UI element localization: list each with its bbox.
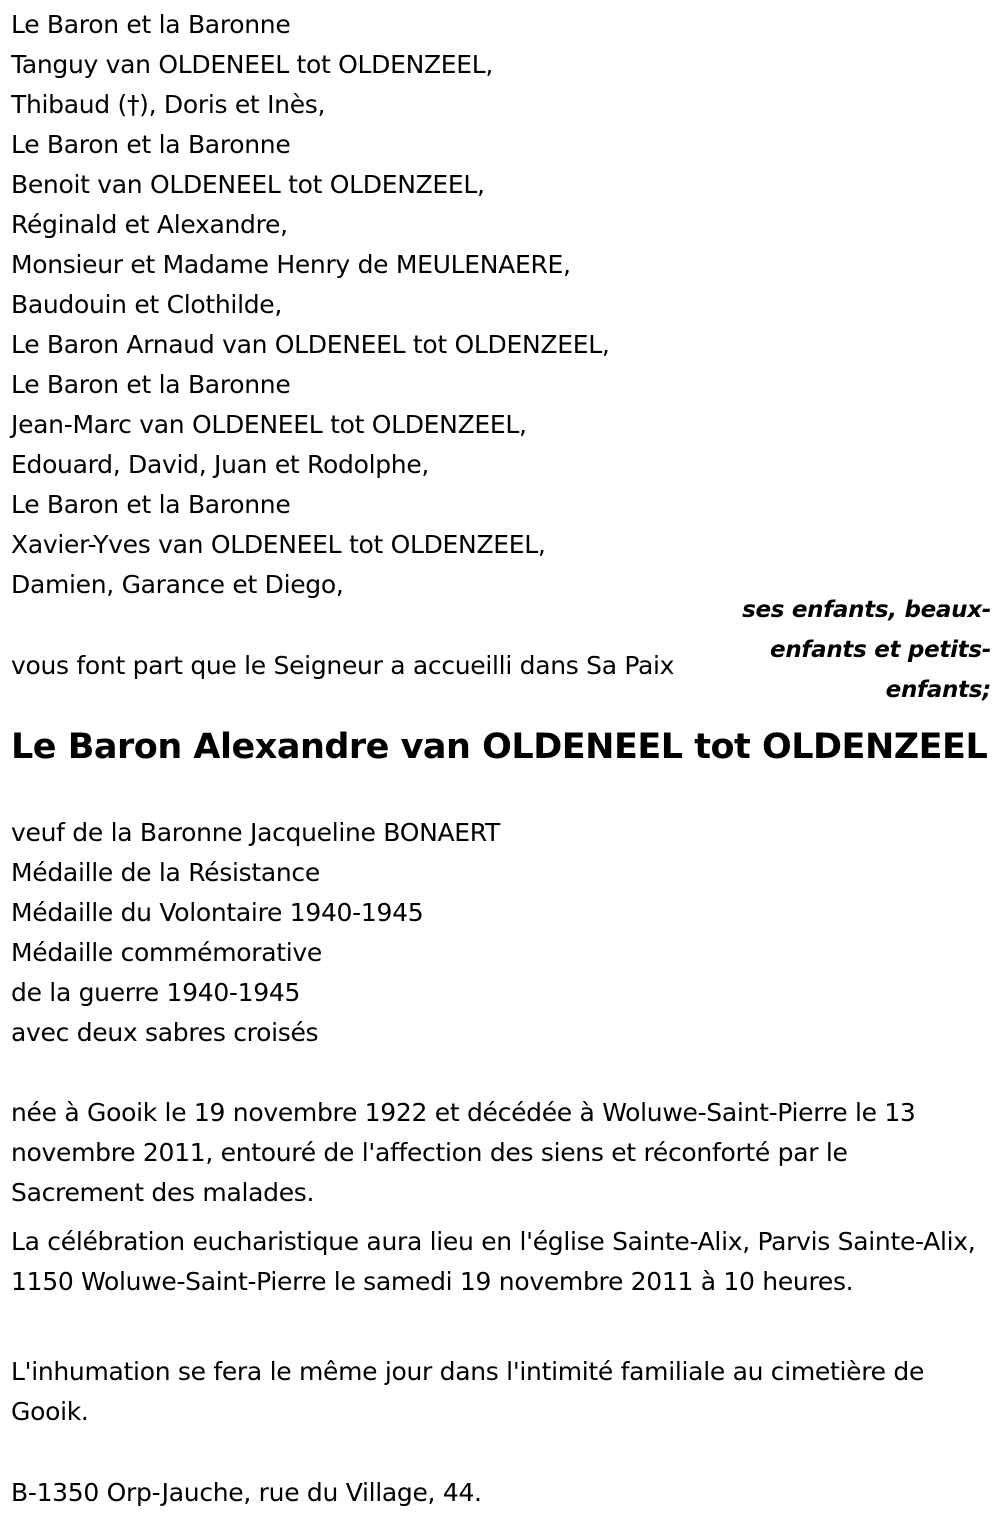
family-line: Le Baron et la Baronne bbox=[11, 10, 291, 39]
birth-death-paragraph: née à Gooik le 19 novembre 1922 et décédée à Woluwe-Saint-Pierre le 13 novembre 2011, entouré de l'affection des siens et réconforté par le Sacrement des malades. bbox=[11, 1098, 916, 1207]
ceremony-paragraph: La célébration eucharistique aura lieu en l'église Sainte-Alix, Parvis Sainte-Alix, 1150 Woluwe-Saint-Pierre le samedi 19 novembre 2011 à 10 heures. bbox=[11, 1227, 976, 1296]
title-line: de la guerre 1940-1945 bbox=[11, 978, 301, 1007]
family-line: Réginald et Alexandre, bbox=[11, 210, 288, 239]
title-line: Médaille du Volontaire 1940-1945 bbox=[11, 898, 424, 927]
family-list bbox=[11, 5, 610, 605]
title-line: avec deux sabres croisés bbox=[11, 1018, 319, 1047]
announcement-row bbox=[11, 596, 991, 706]
family-line: Baudouin et Clothilde, bbox=[11, 290, 283, 319]
title-line: veuf de la Baronne Jacqueline BONAERT bbox=[11, 818, 500, 847]
announcement-intro: vous font part que le Seigneur a accueilli dans Sa Paix bbox=[11, 651, 675, 680]
deceased-titles bbox=[11, 813, 500, 1053]
family-line: Edouard, David, Juan et Rodolphe, bbox=[11, 450, 430, 479]
family-line: Xavier-Yves van OLDENEEL tot OLDENZEEL, bbox=[11, 530, 546, 559]
family-line: Le Baron et la Baronne bbox=[11, 130, 291, 159]
title-line: Médaille de la Résistance bbox=[11, 858, 320, 887]
family-line: Le Baron et la Baronne bbox=[11, 490, 291, 519]
family-line: Tanguy van OLDENEEL tot OLDENZEEL, bbox=[11, 50, 494, 79]
title-line: Médaille commémorative bbox=[11, 938, 323, 967]
deceased-name: Le Baron Alexandre van OLDENEEL tot OLDENZEEL bbox=[11, 727, 988, 767]
family-line: Monsieur et Madame Henry de MEULENAERE, bbox=[11, 250, 571, 279]
family-line: Benoit van OLDENEEL tot OLDENZEEL, bbox=[11, 170, 485, 199]
family-line: Le Baron Arnaud van OLDENEEL tot OLDENZEEL, bbox=[11, 330, 610, 359]
family-line: Damien, Garance et Diego, bbox=[11, 570, 344, 599]
family-line: Thibaud (†), Doris et Inès, bbox=[11, 90, 326, 119]
family-line: Le Baron et la Baronne bbox=[11, 370, 291, 399]
address: B-1350 Orp-Jauche, rue du Village, 44. bbox=[11, 1478, 482, 1507]
relation-label: ses enfants, beaux-enfants et petits-enfants; bbox=[742, 597, 991, 703]
family-line: Jean-Marc van OLDENEEL tot OLDENZEEL, bbox=[11, 410, 527, 439]
burial-paragraph: L'inhumation se fera le même jour dans l'intimité familiale au cimetière de Gooik. bbox=[11, 1357, 925, 1426]
